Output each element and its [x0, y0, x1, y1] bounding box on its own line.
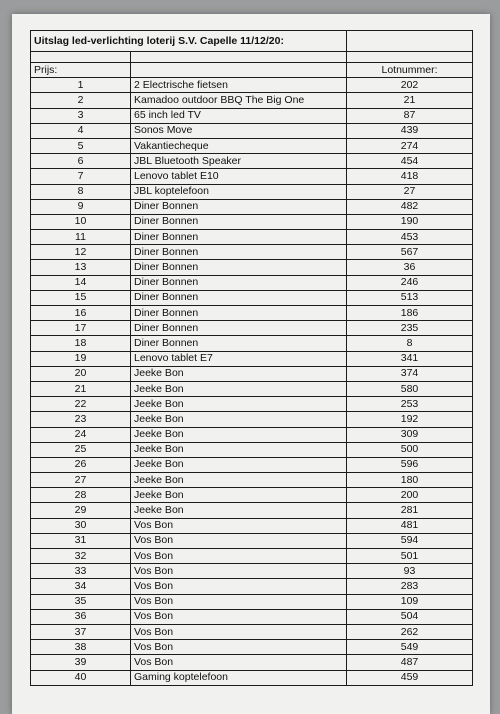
table-row [31, 230, 473, 245]
prize-name: Vos Bon [131, 564, 347, 579]
lot-number: 594 [347, 533, 473, 548]
prize-name: Jeeke Bon [131, 442, 347, 457]
prize-number: 20 [31, 366, 131, 381]
header-lotnummer: Lotnummer: [347, 63, 473, 78]
prize-number: 32 [31, 549, 131, 564]
lot-number: 500 [347, 442, 473, 457]
table-row [31, 78, 473, 93]
header-row [31, 63, 473, 78]
title-empty-cell [347, 31, 473, 52]
prize-number: 13 [31, 260, 131, 275]
prize-name: Diner Bonnen [131, 306, 347, 321]
lot-number: 109 [347, 594, 473, 609]
lot-number: 202 [347, 78, 473, 93]
prize-number: 36 [31, 609, 131, 624]
prize-name: Diner Bonnen [131, 260, 347, 275]
lot-number: 36 [347, 260, 473, 275]
lot-number: 180 [347, 473, 473, 488]
table-row [31, 108, 473, 123]
lot-number: 93 [347, 564, 473, 579]
lot-number: 87 [347, 108, 473, 123]
lot-number: 190 [347, 214, 473, 229]
prize-name: Jeeke Bon [131, 412, 347, 427]
prize-name: Vos Bon [131, 609, 347, 624]
prize-number: 6 [31, 154, 131, 169]
table-row [31, 123, 473, 138]
table-row [31, 154, 473, 169]
lot-number: 501 [347, 549, 473, 564]
prize-number: 26 [31, 457, 131, 472]
prize-name: Diner Bonnen [131, 214, 347, 229]
table-row [31, 427, 473, 442]
prize-number: 15 [31, 290, 131, 305]
prize-name: Vos Bon [131, 579, 347, 594]
prize-number: 21 [31, 381, 131, 396]
table-row [31, 594, 473, 609]
prize-number: 30 [31, 518, 131, 533]
prize-name: 65 inch led TV [131, 108, 347, 123]
prize-name: Gaming koptelefoon [131, 670, 347, 685]
prize-name: Jeeke Bon [131, 488, 347, 503]
prize-name: Sonos Move [131, 123, 347, 138]
lot-number: 481 [347, 518, 473, 533]
lot-number: 8 [347, 336, 473, 351]
prize-name: Vos Bon [131, 640, 347, 655]
prize-name: Jeeke Bon [131, 397, 347, 412]
prize-number: 27 [31, 473, 131, 488]
prize-number: 38 [31, 640, 131, 655]
lot-number: 21 [347, 93, 473, 108]
table-row [31, 564, 473, 579]
prize-name: Diner Bonnen [131, 321, 347, 336]
prize-number: 4 [31, 123, 131, 138]
prize-number: 8 [31, 184, 131, 199]
header-empty-cell [131, 63, 347, 78]
lot-number: 482 [347, 199, 473, 214]
prize-name: Vos Bon [131, 518, 347, 533]
prize-number: 28 [31, 488, 131, 503]
lot-number: 27 [347, 184, 473, 199]
table-row [31, 366, 473, 381]
prize-number: 39 [31, 655, 131, 670]
table-row [31, 457, 473, 472]
lot-number: 418 [347, 169, 473, 184]
table-row [31, 260, 473, 275]
prize-name: JBL koptelefoon [131, 184, 347, 199]
prize-number: 31 [31, 533, 131, 548]
results-table-body [31, 31, 473, 686]
prize-number: 40 [31, 670, 131, 685]
prize-number: 12 [31, 245, 131, 260]
prize-number: 29 [31, 503, 131, 518]
lot-number: 454 [347, 154, 473, 169]
table-row [31, 670, 473, 685]
prize-number: 16 [31, 306, 131, 321]
prize-name: Jeeke Bon [131, 473, 347, 488]
prize-number: 22 [31, 397, 131, 412]
prize-name: 2 Electrische fietsen [131, 78, 347, 93]
table-row [31, 518, 473, 533]
prize-name: Jeeke Bon [131, 427, 347, 442]
lot-number: 246 [347, 275, 473, 290]
prize-number: 10 [31, 214, 131, 229]
table-row [31, 169, 473, 184]
prize-number: 11 [31, 230, 131, 245]
prize-name: Diner Bonnen [131, 290, 347, 305]
empty-cell [31, 52, 131, 63]
table-row [31, 655, 473, 670]
prize-name: Diner Bonnen [131, 245, 347, 260]
prize-number: 3 [31, 108, 131, 123]
title-row [31, 31, 473, 52]
prize-name: Vos Bon [131, 655, 347, 670]
table-row [31, 473, 473, 488]
table-row [31, 351, 473, 366]
prize-name: Vos Bon [131, 549, 347, 564]
prize-number: 19 [31, 351, 131, 366]
prize-number: 18 [31, 336, 131, 351]
prize-number: 9 [31, 199, 131, 214]
lot-number: 186 [347, 306, 473, 321]
table-row [31, 93, 473, 108]
sheet-title: Uitslag led-verlichting loterij S.V. Capelle 11/12/20: [31, 31, 347, 52]
paper-sheet [12, 14, 490, 714]
table-row [31, 245, 473, 260]
lot-number: 262 [347, 624, 473, 639]
table-row [31, 624, 473, 639]
lot-number: 341 [347, 351, 473, 366]
prize-number: 1 [31, 78, 131, 93]
table-row [31, 290, 473, 305]
prize-name: Kamadoo outdoor BBQ The Big One [131, 93, 347, 108]
lot-number: 504 [347, 609, 473, 624]
prize-number: 14 [31, 275, 131, 290]
table-row [31, 640, 473, 655]
prize-name: Lenovo tablet E7 [131, 351, 347, 366]
lot-number: 253 [347, 397, 473, 412]
lot-number: 281 [347, 503, 473, 518]
prize-name: Diner Bonnen [131, 336, 347, 351]
table-row [31, 609, 473, 624]
lot-number: 309 [347, 427, 473, 442]
empty-cell [131, 52, 347, 63]
table-row [31, 488, 473, 503]
prize-number: 23 [31, 412, 131, 427]
table-row [31, 503, 473, 518]
table-row [31, 549, 473, 564]
lot-number: 453 [347, 230, 473, 245]
lot-number: 487 [347, 655, 473, 670]
lot-number: 580 [347, 381, 473, 396]
header-prijs: Prijs: [31, 63, 131, 78]
prize-number: 37 [31, 624, 131, 639]
prize-number: 2 [31, 93, 131, 108]
prize-number: 34 [31, 579, 131, 594]
prize-name: Jeeke Bon [131, 457, 347, 472]
lot-number: 439 [347, 123, 473, 138]
table-row [31, 533, 473, 548]
prize-name: Diner Bonnen [131, 230, 347, 245]
prize-name: Vakantiecheque [131, 138, 347, 153]
spacer-row [31, 52, 473, 63]
prize-number: 25 [31, 442, 131, 457]
lot-number: 200 [347, 488, 473, 503]
prize-name: JBL Bluetooth Speaker [131, 154, 347, 169]
prize-name: Diner Bonnen [131, 275, 347, 290]
prize-name: Lenovo tablet E10 [131, 169, 347, 184]
results-table [30, 30, 473, 686]
empty-cell [347, 52, 473, 63]
lot-number: 513 [347, 290, 473, 305]
prize-number: 5 [31, 138, 131, 153]
table-row [31, 397, 473, 412]
lot-number: 459 [347, 670, 473, 685]
table-row [31, 336, 473, 351]
prize-number: 17 [31, 321, 131, 336]
prize-name: Jeeke Bon [131, 503, 347, 518]
table-row [31, 184, 473, 199]
table-row [31, 275, 473, 290]
lot-number: 283 [347, 579, 473, 594]
prize-name: Vos Bon [131, 533, 347, 548]
table-row [31, 138, 473, 153]
prize-number: 7 [31, 169, 131, 184]
table-row [31, 579, 473, 594]
table-row [31, 381, 473, 396]
prize-name: Jeeke Bon [131, 381, 347, 396]
lot-number: 235 [347, 321, 473, 336]
table-row [31, 214, 473, 229]
table-row [31, 199, 473, 214]
lot-number: 274 [347, 138, 473, 153]
lot-number: 549 [347, 640, 473, 655]
prize-name: Diner Bonnen [131, 199, 347, 214]
lot-number: 596 [347, 457, 473, 472]
table-row [31, 306, 473, 321]
table-row [31, 321, 473, 336]
prize-number: 33 [31, 564, 131, 579]
table-row [31, 442, 473, 457]
lot-number: 567 [347, 245, 473, 260]
prize-number: 24 [31, 427, 131, 442]
prize-name: Jeeke Bon [131, 366, 347, 381]
lot-number: 374 [347, 366, 473, 381]
prize-name: Vos Bon [131, 594, 347, 609]
table-row [31, 412, 473, 427]
prize-number: 35 [31, 594, 131, 609]
lot-number: 192 [347, 412, 473, 427]
prize-name: Vos Bon [131, 624, 347, 639]
